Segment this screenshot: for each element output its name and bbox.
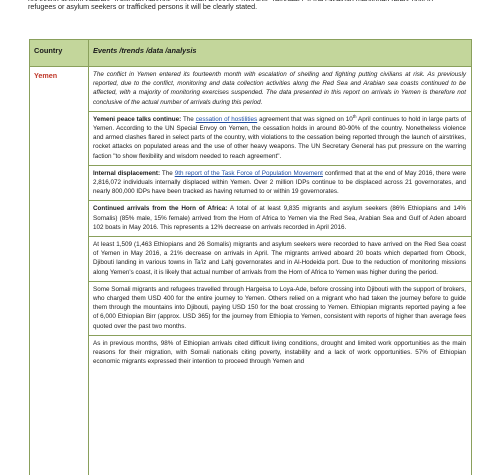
table-row (30, 67, 472, 475)
task-force-report-link[interactable]: 9th report of the Task Force of Population Movement (174, 169, 323, 177)
intro-line: refugees or asylum seekers or trafficked persons it will be clearly stated. (28, 2, 258, 11)
conflict-paragraph (89, 67, 471, 111)
intro-paragraph (28, 0, 476, 12)
red-sea-arrivals-paragraph: At least 1,509 (1,463 Ethiopians and 26 Somalis) migrants and asylum seekers were recorded to have arrived on the Red Sea coast of Yemen in May 2016, a 21% decrease on arrivals in April. The migrants arrived aboard 20 boats which departed from Obock, Djibouti landing in various towns in Ta'iz and Lahj governorates and in Al-Hodeida port. Due to the reduction of monitoring missions along Yemen's coast, it is likely that actual number of arrivals from the Horn of Africa to Yemen was higher during the period. (89, 236, 471, 281)
peace-talks-lead: Yemeni peace talks continue: (93, 115, 182, 123)
header-country: Country (30, 40, 89, 67)
peace-talks-paragraph: Yemeni peace talks continue: The cessation of hostilities agreement that was signed on 10th April continues to hold in large parts of Yemen. According to the UN Special Envoy on Yemen, the cessation holds in around 80-90% of the country. Nonetheless violence and armed clashes flared in select parts of the country, with violations to the cessation being reported through the launch of airstrikes, rocket attacks on populated areas and the use of other heavy weapons. The UN Secretary General has put pressure on the warring faction "to show flexibility and wisdom needed to reach agreement". (89, 111, 471, 165)
arrivals-lead: Continued arrivals from the Horn of Africa: (93, 205, 228, 213)
conflict-text: The conflict in Yemen entered its fourteenth month with escalation of shelling and fighting putting civilians at risk. As previously reported, due to the conflict, monitoring and data collection activities along the Red Sea and Arabian sea coasts continued to be affected, with a majority of monitoring exercises suspended. The data presented in this report on arrivals in Yemen is therefore not conclusive of the actual number of arrivals during this period. (93, 71, 466, 106)
internal-displacement-paragraph: Internal displacement: The 9th report of the Task Force of Population Movement confirmed that at the end of May 2016, there were 2,816,072 individuals internally displaced within Yemen. Over 2 million IDPs continue to be displaced across 21 governorates, and nearly 800,000 IDPs have been tracked as having returned to or within 19 governorates. (89, 165, 471, 201)
header-events: Events /trends /data /analysis (89, 40, 472, 67)
migration-reasons-paragraph: As in previous months, 98% of Ethiopian arrivals cited difficult living conditions, drought and limited work opportunities as the main reasons for their migration, with Somali nationals citing poverty, instability and a lack of work opportunities. 57% of Ethiopian economic migrants expressed their intention to proceed through Yemen and (89, 335, 471, 371)
country-events-table (29, 39, 472, 475)
table-header-row (30, 40, 472, 67)
cessation-link[interactable]: cessation of hostilities (195, 115, 258, 123)
migrant-routes-paragraph: Some Somali migrants and refugees travelled through Hargeisa to Loya-Ade, before crossing into Djibouti with the support of brokers, who charged them USD 400 for the entire journey to Yemen. Others relied on a migrant who had taken the journey before to guide them through the mountains into Djibouti, paying USD 150 for the boat crossing to Yemen. Ethiopian migrants reported paying a fee of 6,000 Ethiopian Birr (approx. USD 365) for the journey from Ethiopia to Yemen, consistent with reports of higher than average fees quoted over the past two months. (89, 281, 471, 335)
displacement-lead: Internal displacement: (93, 169, 161, 177)
intro-line-cut (28, 0, 476, 1)
events-cell (89, 67, 472, 475)
arrivals-paragraph: Continued arrivals from the Horn of Africa: A total of at least 9,835 migrants and asylum seekers (86% Ethiopians and 14% Somalis) (85% male, 15% female) arrived from the Horn of Africa to Yemen via the Red Sea, Arabian Sea and Gulf of Aden aboard 102 boats in May 2016. This represents a 12% decrease on arrivals recorded in April 2016. (89, 200, 471, 236)
country-cell: Yemen (30, 67, 89, 475)
